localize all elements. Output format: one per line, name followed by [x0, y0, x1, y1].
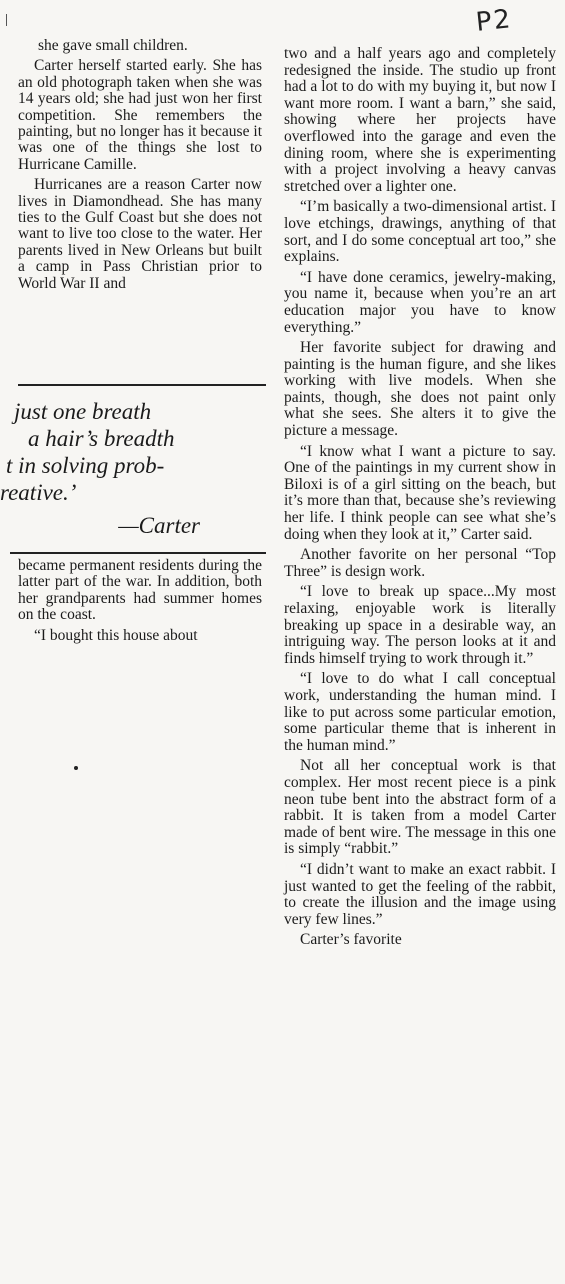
paragraph: “I love to break up space...My most relaxing, enjoyable work is literally breaking up space in a desirable way, an intriguing way. The person looks at it and finds himself trying to work through it.” [284, 583, 556, 667]
paragraph: “I didn’t want to make an exact rabbit. I just wanted to get the feeling of the rabbit, to create the illusion and the image using very few lines.” [284, 860, 556, 928]
paragraph: “I love to do what I call conceptual work, understanding the human mind. I like to put across some particular emotion, some particular theme that is inherent in the human mind.” [284, 670, 556, 754]
left-column [18, 38, 262, 296]
paragraph: “I have done ceramics, jewelry-making, you name it, because when you’re an art education major you have to know everything.” [284, 268, 556, 336]
right-column [284, 46, 556, 953]
paragraph: “I’m basically a two-dimensional artist. I love etchings, drawings, anything of that sort, and I do some conceptual art too,” she explains. [284, 198, 556, 266]
paragraph: two and a half years ago and completely redesigned the inside. The studio up front had a lot to do with my buying it, but now I want more room. I want a barn,” she said, showing where her projects have overflowed into the garage and even the dining room, where she is experimenting with a project involving a heavy canvas stretched over a lighter one. [284, 45, 556, 195]
pull-quote-line: t in solving prob- [6, 453, 165, 478]
ink-speck [74, 766, 78, 770]
paragraph: Her favorite subject for drawing and painting is the human figure, and she likes working with live models. When she paints, though, she does not paint only what she sees. She alters it to give the picture a message. [284, 339, 556, 440]
paragraph: Carter herself started early. She has an old photograph taken when she was 14 years old; she had just won her first competition. She remembers the painting, but no longer has it because it was one of the things she lost to Hurricane Camille. [18, 57, 262, 173]
pull-quote-top-rule [18, 384, 266, 386]
paragraph: she gave small children. [38, 37, 188, 54]
paragraph: Another favorite on her personal “Top Three” is design work. [284, 546, 556, 580]
pull-quote-line: just one breath [14, 399, 152, 424]
pull-quote-attribution: —Carter [118, 513, 200, 538]
pull-quote-line: a hair’s breadth [28, 426, 175, 451]
scan-edge-mark [6, 14, 7, 26]
left-column-continued [18, 558, 262, 648]
pull-quote-bottom-rule [10, 552, 266, 554]
paragraph: Not all her conceptual work is that complex. Her most recent piece is a pink neon tube bent into the abstract form of a rabbit. It is taken from a model Carter made of bent wire. The message in this one is simply “rabbit.” [284, 757, 556, 858]
paragraph: Hurricanes are a reason Carter now lives in Diamondhead. She has many ties to the Gulf Coast but she does not want to live too close to the water. Her parents lived in New Orleans but built a camp in Pass Christian prior to World War II and [18, 176, 262, 292]
paragraph: “I know what I want a picture to say. One of the paintings in my current show in Biloxi is of a girl sitting on the beach, but it’s more than that, because she’s reviewing her life. I think people can see what she’s doing when they look at it,” Carter said. [284, 442, 556, 543]
paragraph: “I bought this house about [34, 626, 198, 644]
paragraph: became permanent residents during the latter part of the war. In addition, both her grandparents had summer homes on the coast. [18, 557, 262, 624]
pull-quote-line: reative.’ [0, 480, 77, 505]
pull-quote [0, 398, 262, 539]
paragraph: Carter’s favorite [300, 931, 402, 949]
handwritten-page-label: P2 [474, 4, 514, 38]
